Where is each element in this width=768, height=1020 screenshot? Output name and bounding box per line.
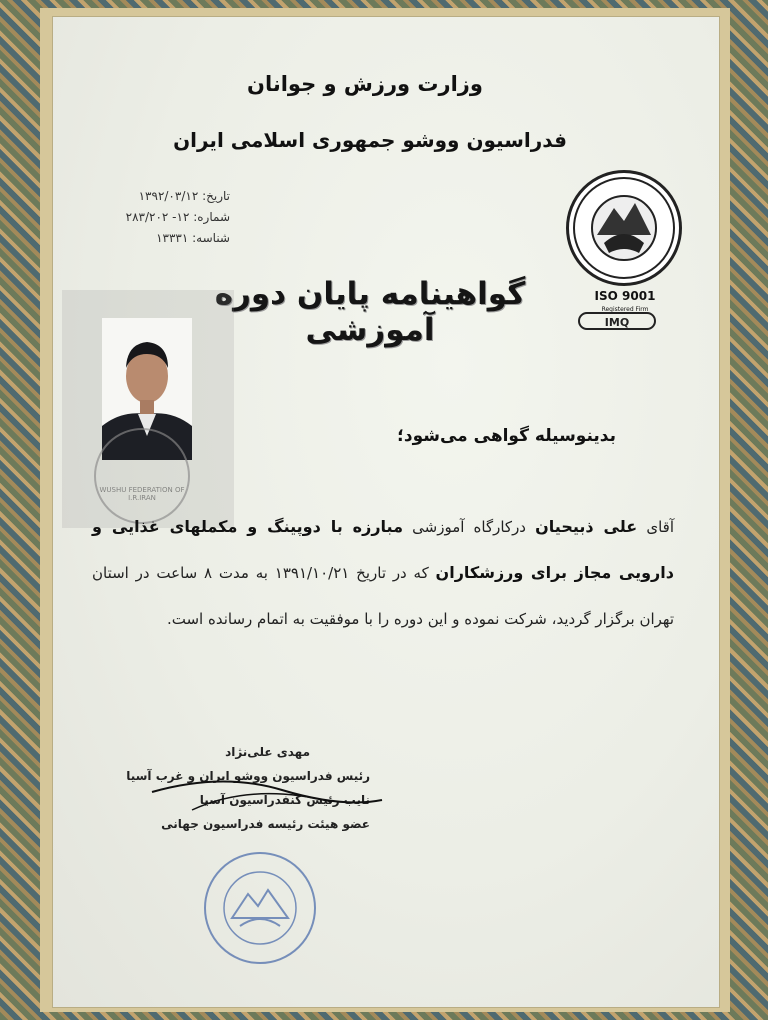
meta-number: شماره: ۱۲- ۲۸۳/۲۰۲ (125, 210, 230, 224)
photo-stamp-text: WUSHU FEDERATION OF I.R.IRAN (99, 486, 185, 502)
ministry-heading: وزارت ورزش و جوانان (247, 72, 483, 96)
body-mid2: که در تاریخ ۱۳۹۱/۱۰/۲۱ به مدت ۸ ساعت در استان تهران برگزار گردید، شرکت نموده و این دوره را با موفقیت به اتمام رسانده است. (92, 564, 674, 628)
iso-label: ISO 9001 (594, 289, 656, 303)
stamp-mountain-icon (206, 854, 314, 962)
certificate-body (92, 504, 674, 642)
course-name: مبارزه با دوپینگ و مکملهای غذایی و دارویی مجاز برای ورزشکاران (92, 517, 674, 582)
federation-logo-icon (569, 173, 679, 283)
imq-mark: IMQ (578, 312, 656, 330)
signer-name: مهدی علی‌نژاد (225, 745, 310, 759)
handwritten-signature (126, 762, 392, 822)
body-mid1: درکارگاه آموزشی (412, 518, 526, 536)
meta-date: تاریخ: ۱۳۹۲/۰۳/۱۲ (138, 189, 230, 203)
document-meta (70, 186, 230, 249)
signer-role-2: نایب رئیس کنفدراسیون آسیا (199, 793, 370, 807)
greeting: بدینوسیله گواهی می‌شود؛ (397, 426, 616, 446)
certificate-title: گواهینامه پایان دوره آموزشی (214, 276, 526, 348)
meta-id: شناسه: ۱۳۳۳۱ (156, 231, 230, 245)
signer-role-3: عضو هیئت رئیسه فدراسیون جهانی (161, 817, 370, 831)
federation-logo (566, 170, 682, 286)
recipient-name: علی ذبیحیان (535, 517, 638, 536)
signer-role-1: رئیس فدراسیون ووشو ایران و غرب آسیا (126, 769, 370, 783)
body-prefix: آقای (646, 518, 674, 536)
iso-sub-label: Registered Firm (601, 306, 649, 313)
federation-heading: فدراسیون ووشو جمهوری اسلامی ایران (173, 128, 567, 152)
federation-stamp (204, 852, 316, 964)
